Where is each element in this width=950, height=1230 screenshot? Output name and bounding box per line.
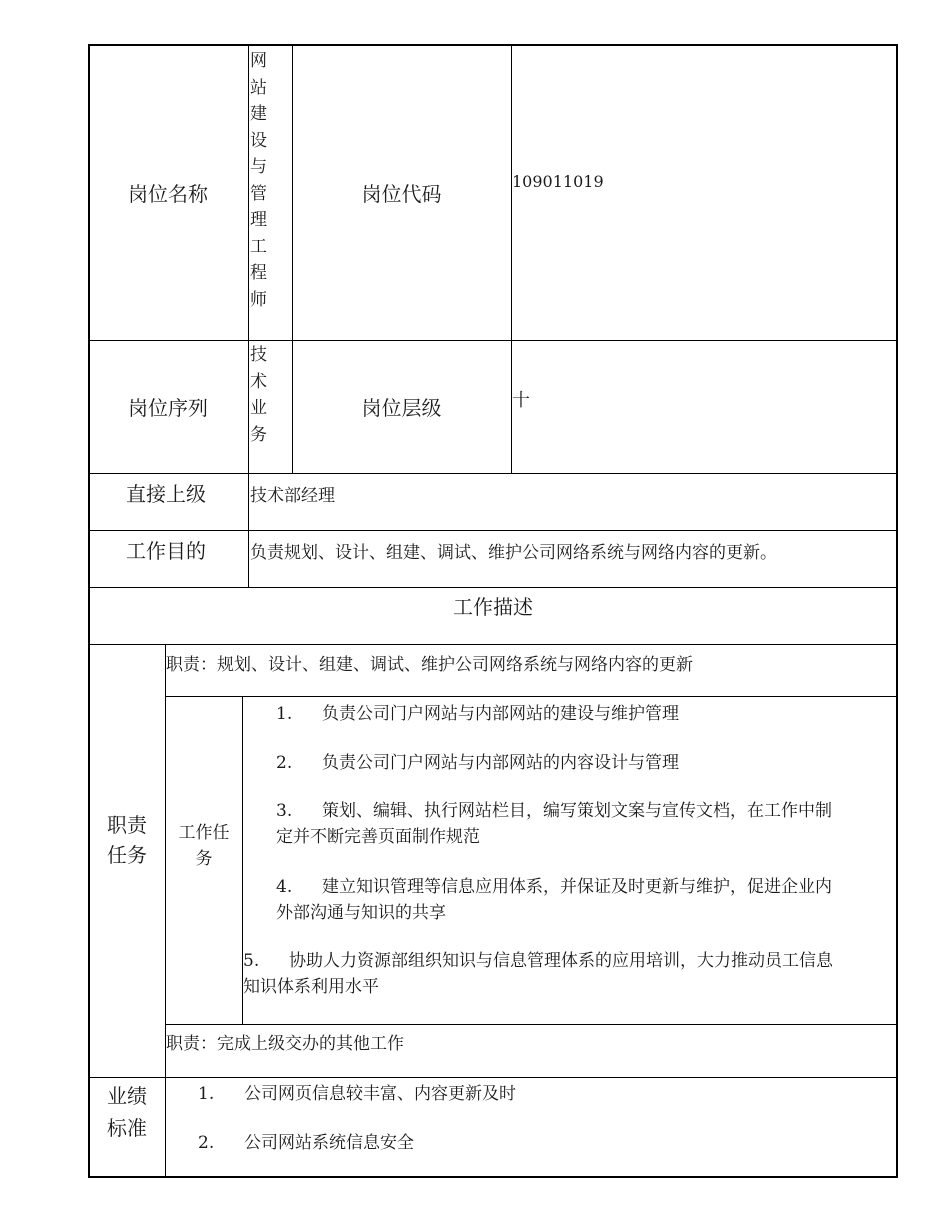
row-divider xyxy=(165,696,898,697)
work-task-label: 工作任务 xyxy=(178,823,230,869)
task-item xyxy=(276,798,832,850)
row-divider xyxy=(88,644,898,645)
duty-1: 职责：规划、设计、组建、调试、维护公司网络系统与网络内容的更新 xyxy=(166,655,693,675)
row-divider xyxy=(88,530,898,531)
performance-item xyxy=(198,1130,414,1156)
sequence-value: 技术业务 xyxy=(250,345,267,445)
task-number: 5. xyxy=(243,951,260,971)
task-number: 1. xyxy=(276,704,293,724)
position-code-label: 岗位代码 xyxy=(361,181,442,206)
task-text: 负责公司门户网站与内部网站的内容设计与管理 xyxy=(322,753,679,773)
performance-label: 业绩标准 xyxy=(107,1084,147,1140)
task-number: 2. xyxy=(276,753,293,773)
task-item xyxy=(276,701,679,727)
purpose-value: 负责规划、设计、组建、调试、维护公司网络系统与网络内容的更新。 xyxy=(250,543,777,563)
level-label: 岗位层级 xyxy=(361,396,442,420)
sequence-label: 岗位序列 xyxy=(128,396,208,420)
task-text: 协助人力资源部组织知识与信息管理体系的应用培训，大力推动员工信息 xyxy=(289,951,833,971)
task-number: 4. xyxy=(276,877,293,897)
task-item xyxy=(276,874,832,926)
purpose-label: 工作目的 xyxy=(126,539,206,563)
position-name-label: 岗位名称 xyxy=(128,181,208,206)
task-text-continued: 外部沟通与知识的共享 xyxy=(276,903,446,923)
col-divider xyxy=(248,44,249,587)
row-divider xyxy=(88,1077,898,1078)
task-text: 策划、编辑、执行网站栏目，编写策划文案与宣传文档，在工作中制 xyxy=(322,801,832,821)
supervisor-label: 直接上级 xyxy=(126,482,206,506)
task-text: 负责公司门户网站与内部网站的建设与维护管理 xyxy=(322,704,679,724)
col-divider xyxy=(165,644,166,1178)
item-text: 公司网站系统信息安全 xyxy=(244,1133,414,1153)
task-text-continued: 定并不断完善页面制作规范 xyxy=(276,827,480,847)
task-text: 建立知识管理等信息应用体系，并保证及时更新与维护，促进企业内 xyxy=(322,877,832,897)
item-number: 1. xyxy=(198,1084,215,1104)
row-divider xyxy=(165,1024,898,1025)
task-item xyxy=(276,750,679,776)
duty-2: 职责：完成上级交办的其他工作 xyxy=(166,1034,404,1054)
row-divider xyxy=(88,473,898,474)
item-number: 2. xyxy=(198,1133,215,1153)
level-value: 十 xyxy=(512,390,530,411)
supervisor-value: 技术部经理 xyxy=(250,486,335,506)
description-header: 工作描述 xyxy=(453,594,533,619)
task-item xyxy=(243,948,833,1000)
task-number: 3. xyxy=(276,801,293,821)
item-text: 公司网页信息较丰富、内容更新及时 xyxy=(244,1084,516,1104)
position-code-value: 109011019 xyxy=(512,172,604,191)
task-text-continued: 知识体系利用水平 xyxy=(243,977,379,997)
performance-item xyxy=(198,1081,516,1107)
position-name-value: 网站建设与管理工程师 xyxy=(250,51,267,310)
duties-label: 职责任务 xyxy=(107,813,147,867)
